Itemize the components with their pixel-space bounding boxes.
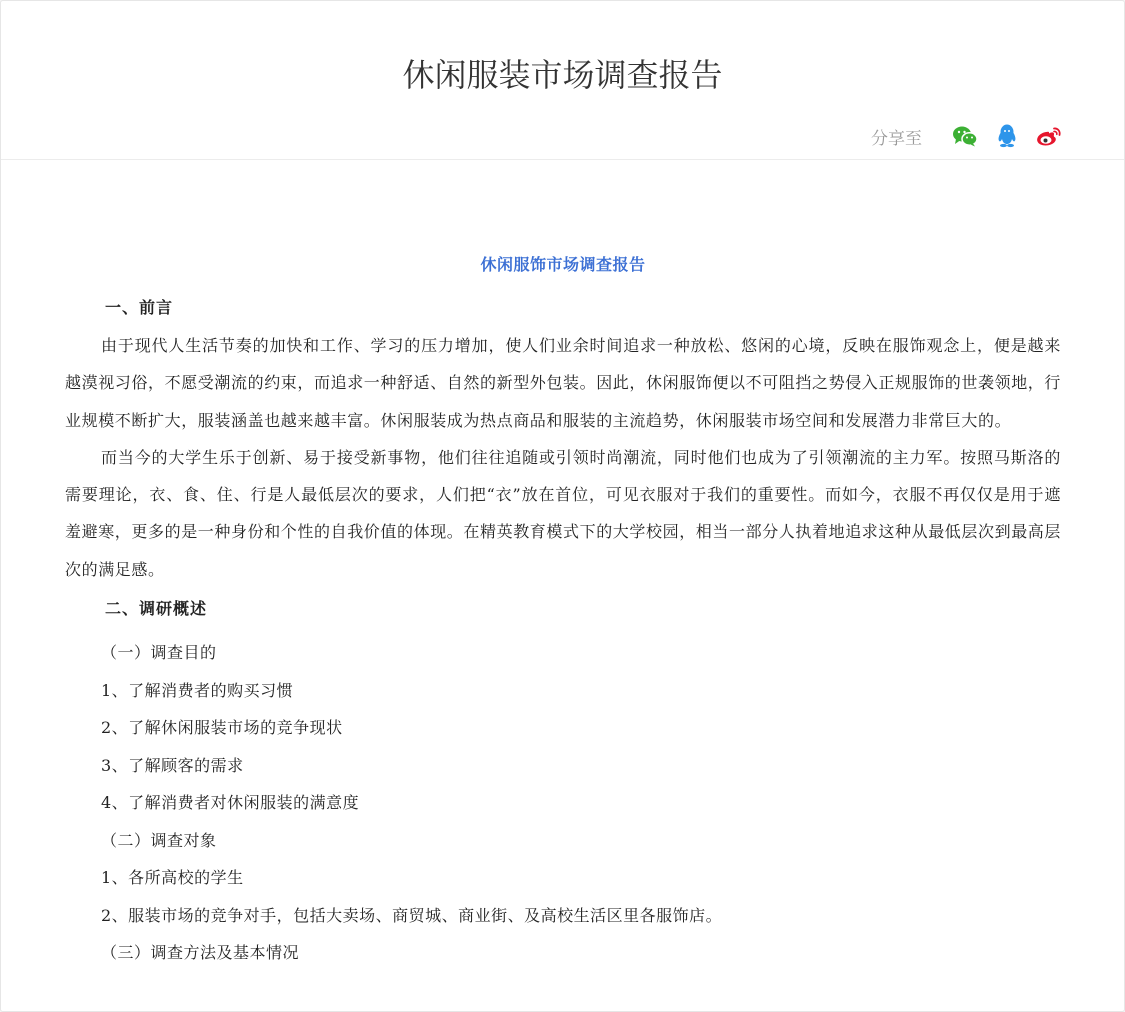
share-bar [871, 121, 1062, 151]
list-item: 4、了解消费者对休闲服装的满意度 [101, 793, 360, 813]
page-title: 休闲服装市场调查报告 [402, 56, 723, 94]
wechat-icon[interactable] [952, 123, 978, 149]
share-label: 分享至 [871, 128, 922, 149]
list-item: 1、各所高校的学生 [101, 868, 244, 888]
section-heading-preface: 一、前言 [105, 298, 174, 317]
subsection-heading: （三）调查方法及基本情况 [101, 943, 300, 963]
list-item: 1、了解消费者的购买习惯 [101, 680, 294, 700]
list-item: 2、服装市场的竞争对手，包括大卖场、商贸城、商业街、及高校生活区里各服饰店。 [101, 905, 723, 925]
list-item: 2、了解休闲服装市场的竞争现状 [101, 718, 343, 738]
section-heading-overview: 二、调研概述 [105, 599, 208, 619]
subsection-heading: （二）调查对象 [101, 830, 217, 850]
subsection-heading: （一）调查目的 [101, 643, 217, 663]
qq-icon[interactable] [994, 123, 1020, 149]
paragraph: 由于现代人生活节奏的加快和工作、学习的压力增加，使人们业余时间追求一种放松、悠闲的心境，反映在服饰观念上，便是越来越漠视习俗，不愿受潮流的约束，而追求一种舒适、自然的新型外包装。因此，休闲服饰便以不可阻挡之势侵入正规服饰的世袭领地，行业规模不断扩大，服装涵盖也越来越丰富。休闲服装成为热点商品和服装的主流趋势，休闲服装市场空间和发展潜力非常巨大的。 [65, 336, 1062, 430]
article-content [65, 251, 1061, 972]
paragraph: 而当今的大学生乐于创新、易于接受新事物，他们往往追随或引领时尚潮流，同时他们也成为了引领潮流的主力军。按照马斯洛的需要理论，衣、食、住、行是人最低层次的要求，人们把“衣”放在首位，可见衣服对于我们的重要性。而如今，衣服不再仅仅是用于遮羞避寒，更多的是一种身份和个性的自我价值的体现。在精英教育模式下的大学校园，相当一部分人执着地追求这种从最低层次到最高层次的满足感。 [65, 447, 1062, 579]
list-item: 3、了解顾客的需求 [101, 755, 244, 775]
document-title: 休闲服饰市场调查报告 [480, 255, 646, 274]
article-header [1, 1, 1124, 160]
weibo-icon[interactable] [1036, 123, 1062, 149]
